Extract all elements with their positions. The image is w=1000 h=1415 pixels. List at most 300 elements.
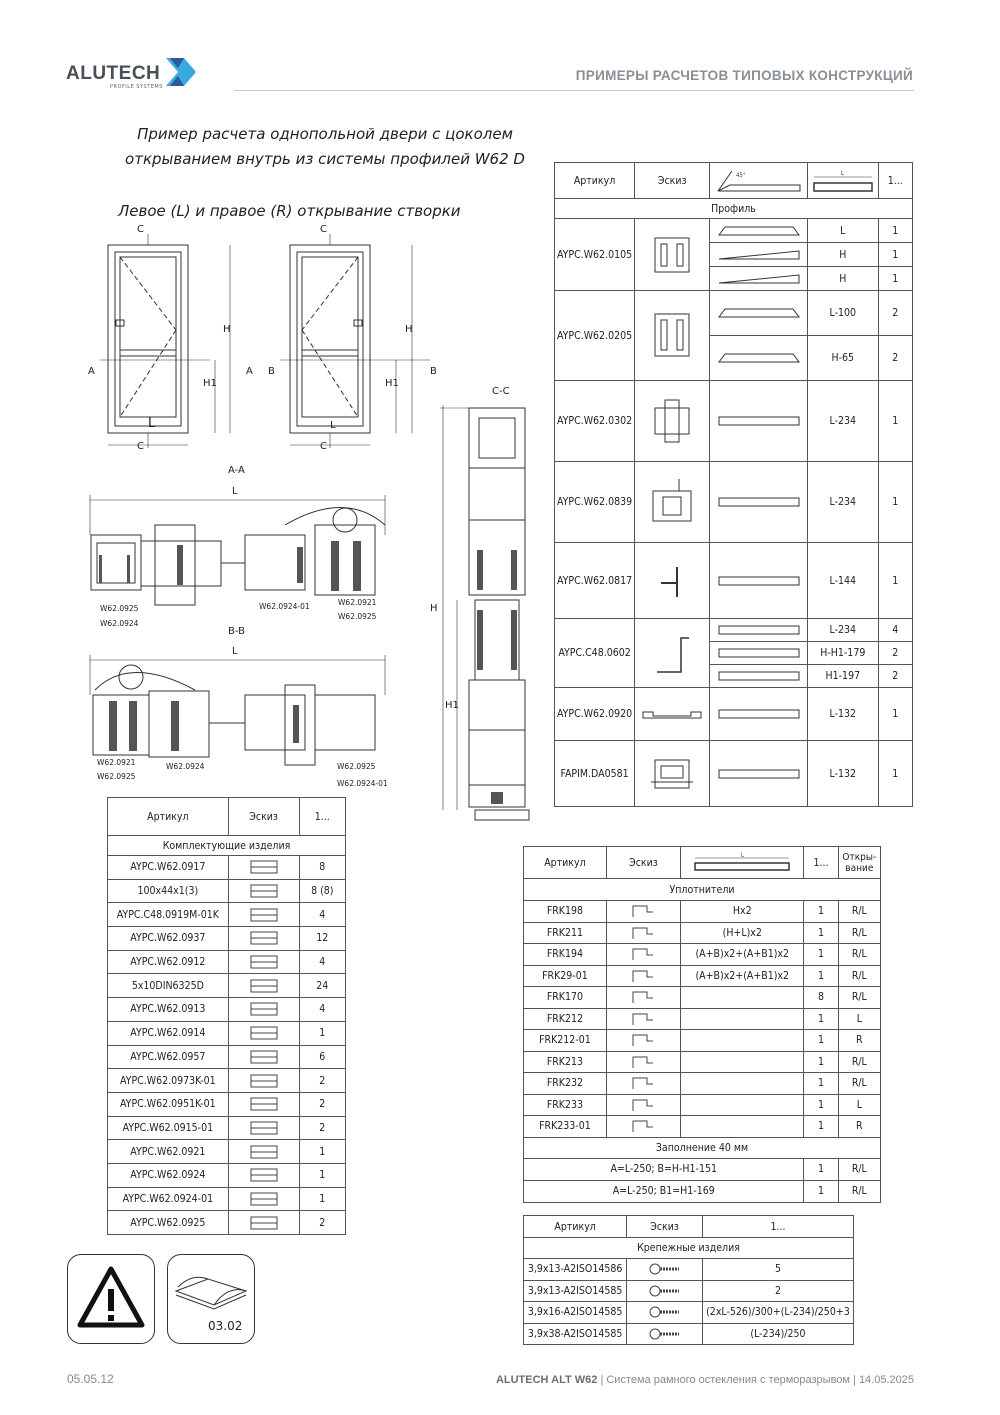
seals-section-title: Уплотнители [524,879,881,901]
seal-row [524,922,881,944]
profile-line-qty: 1 [878,267,912,291]
fastener-article: 3,9x16-A2ISO14585 [524,1302,627,1324]
fasteners-header-sketch: Эскиз [627,1216,703,1238]
seal-qty: 1 [804,901,838,923]
component-sketch [228,1163,299,1187]
seal-sketch [606,1008,680,1030]
profile-line-size: H1-197 [808,665,879,688]
profile-section-icon [647,396,697,446]
callout-w62-0924-01-aa: W62.0924-01 [259,602,310,611]
fastener-row [524,1259,854,1281]
profile-line-size: L-144 [808,543,879,619]
seal-sketch [606,1116,680,1138]
callout-w62-0921-bb: W62.0921 [97,758,136,767]
footer-brand: ALUTECH ALT W62 [495,1374,598,1386]
warning-icon-box [67,1254,155,1344]
profile-line-sketch [710,741,808,807]
component-qty: 4 [299,998,345,1022]
components-header-sketch: Эскиз [228,798,299,836]
profile-row-sketch [635,219,710,291]
seal-sketch [606,1030,680,1052]
section-cc-label: C-C [492,386,510,397]
profile-header-len: L [840,169,844,177]
seal-sketch [606,965,680,987]
component-sketch [228,998,299,1022]
seal-formula: (A+B)x2+(A+B1)x2 [681,965,804,987]
fastener-qty: (2xL-526)/300+(L-234)/250+3 [702,1302,853,1324]
seals-table [523,846,881,1203]
component-sketch [228,974,299,998]
seal-row [524,901,881,923]
profile-line-size: H-65 [808,336,879,381]
seal-sketch [606,987,680,1009]
component-qty: 6 [299,1045,345,1069]
part-icon [239,882,289,900]
component-row [108,1045,346,1069]
header-divider [234,90,914,91]
component-article: AYPC.W62.0912 [108,950,229,974]
profile-row-article: AYPC.C48.0602 [555,619,635,688]
fastener-sketch [627,1323,703,1345]
component-qty: 8 [299,856,345,880]
profile-row-sketch [635,688,710,741]
fastener-article: 3,9x13-A2ISO14585 [524,1280,627,1302]
seal-qty: 1 [804,1094,838,1116]
component-qty: 4 [299,950,345,974]
straight-cut-icon [811,167,875,195]
profile-section-title: Профиль [555,199,913,219]
component-row [108,927,346,951]
profile-row-sketch [635,291,710,381]
seal-sketch [606,1073,680,1095]
component-sketch [228,1140,299,1164]
profile-line-qty: 1 [878,688,912,741]
screw-icon [645,1326,685,1342]
seal-article: FRK212 [524,1008,607,1030]
profile-row-article: AYPC.W62.0302 [555,381,635,462]
part-icon [239,1000,289,1018]
seal-open: L [838,1008,880,1030]
screw-icon [645,1304,685,1320]
seal-profile-icon [623,988,663,1006]
footer-description: | Система рамного остекления с терморазрывом | 14.05.2025 [597,1374,914,1386]
logo-subtitle: PROFILE SYSTEMS [110,84,163,90]
seal-qty: 1 [804,944,838,966]
component-row [108,879,346,903]
part-icon [239,1190,289,1208]
fill-row-formula: A=L-250; B1=H1-169 [524,1180,804,1202]
seal-qty: 1 [804,1116,838,1138]
profile-line-size: H-H1-179 [808,642,879,665]
screw-icon [645,1261,685,1277]
profile-row-sketch [635,462,710,543]
fastener-article: 3,9x38-A2ISO14585 [524,1323,627,1345]
components-section-title: Комплектующие изделия [108,836,346,856]
seals-header-length-sketch [681,847,804,879]
component-article: AYPC.W62.0915-01 [108,1116,229,1140]
seal-profile-icon [623,967,663,985]
component-sketch [228,1187,299,1211]
screw-icon [645,1283,685,1299]
header-title: ПРИМЕРЫ РАСЧЕТОВ ТИПОВЫХ КОНСТРУКЦИЙ [575,68,913,83]
section-mark-b-left: B [268,366,275,377]
component-qty: 1 [299,1140,345,1164]
profile-line-qty: 2 [878,642,912,665]
door-elevations-drawing [80,220,450,460]
profile-section-icon [647,628,697,678]
component-sketch [228,1116,299,1140]
straight-bar-icon [715,495,803,509]
seal-open: R/L [838,1073,880,1095]
dimension-h1-right: H1 [385,378,399,389]
component-row [108,1211,346,1235]
profile-line-size: L [808,219,879,243]
profile-line-sketch [710,665,808,688]
fill-row-qty: 1 [804,1158,838,1180]
component-row [108,903,346,927]
profile-section-icon [647,230,697,280]
straight-bar-icon [715,623,803,637]
profile-line-sketch [710,462,808,543]
component-article: AYPC.W62.0925 [108,1211,229,1235]
seal-article: FRK212-01 [524,1030,607,1052]
footer-info [496,1374,914,1386]
seal-profile-icon [623,902,663,920]
seal-profile-icon [623,1096,663,1114]
seal-qty: 1 [804,1073,838,1095]
seal-qty: 1 [804,1030,838,1052]
seal-sketch [606,1094,680,1116]
profile-section-icon [639,704,705,724]
profile-line-sketch [710,688,808,741]
seal-qty: 1 [804,1051,838,1073]
seal-article: FRK198 [524,901,607,923]
fill-row-open: R/L [838,1180,880,1202]
seal-article: FRK233 [524,1094,607,1116]
seal-profile-icon [623,1010,663,1028]
dimension-l-right: L [330,420,336,431]
page-title-line2: открыванием внутрь из системы профилей W62 D [125,150,525,168]
seal-profile-icon [623,1031,663,1049]
profile-line-qty: 1 [878,462,912,543]
component-row [108,998,346,1022]
profile-line-sketch [710,543,808,619]
seal-row [524,1073,881,1095]
callout-w62-0924-aa: W62.0924 [100,619,139,628]
component-article: AYPC.C48.0919M-01K [108,903,229,927]
component-article: 5x10DIN6325D [108,974,229,998]
dimension-h-right: H [405,324,413,335]
straight-bar-icon [715,669,803,683]
component-row [108,950,346,974]
seal-sketch [606,944,680,966]
fastener-sketch [627,1280,703,1302]
component-sketch [228,1211,299,1235]
seals-header-article: Артикул [524,847,607,879]
profile-header-length-sketch [808,163,879,199]
component-sketch [228,1069,299,1093]
profile-line-sketch [710,642,808,665]
profile-line-sketch [710,619,808,642]
seal-row [524,965,881,987]
fastener-qty: 5 [702,1259,853,1281]
components-header-article: Артикул [108,798,229,836]
seal-open: R [838,1030,880,1052]
fill-section-title: Заполнение 40 мм [524,1137,881,1158]
section-bb-dimension-l: L [232,646,238,657]
profile-line-sketch [710,267,808,291]
part-icon [239,1095,289,1113]
seal-formula: Hx2 [681,901,804,923]
profile-section-icon [647,561,697,601]
seal-formula [681,1051,804,1073]
section-mark-a-left: A [88,366,95,377]
seal-open: R/L [838,965,880,987]
seal-formula [681,1030,804,1052]
component-article: AYPC.W62.0921 [108,1140,229,1164]
seal-sketch [606,922,680,944]
seal-row [524,1051,881,1073]
seal-article: FRK29-01 [524,965,607,987]
profile-line-qty: 1 [878,243,912,267]
component-row [108,1021,346,1045]
logo-text: ALUTECH [66,63,161,84]
profile-line-qty: 1 [878,543,912,619]
component-qty: 1 [299,1187,345,1211]
profile-line-size: H [808,243,879,267]
fastener-sketch [627,1302,703,1324]
seal-formula [681,1073,804,1095]
dimension-h-left: H [223,324,231,335]
fastener-row [524,1302,854,1324]
component-sketch [228,903,299,927]
profile-row-sketch [635,619,710,688]
seal-article: FRK170 [524,987,607,1009]
component-article: AYPC.W62.0924 [108,1163,229,1187]
component-article: AYPC.W62.0914 [108,1021,229,1045]
profile-line-qty: 4 [878,619,912,642]
seal-open: R/L [838,922,880,944]
seal-article: FRK232 [524,1073,607,1095]
component-article: AYPC.W62.0913 [108,998,229,1022]
fastener-row [524,1280,854,1302]
page-title-line1: Пример расчета однопольной двери с цоколем [137,125,513,143]
warning-icon [68,1255,154,1343]
component-row [108,974,346,998]
section-aa-dimension-l: L [232,486,238,497]
footer-code: 05.05.12 [67,1372,114,1386]
straight-cut-icon [687,851,797,875]
profile-section-icon [647,475,697,530]
seal-open: R/L [838,987,880,1009]
section-mark-a-right: A [246,366,253,377]
section-mark-c-top-right: C [320,224,327,235]
component-row [108,1092,346,1116]
component-qty: 4 [299,903,345,927]
profile-row-article: FAPIM.DA0581 [555,741,635,807]
part-icon [239,929,289,947]
profile-header-angle: 45° [735,171,746,179]
miter-cut-icon [714,167,804,195]
profile-line-qty: 2 [878,665,912,688]
miter-bar-icon [715,272,803,286]
part-icon [239,1072,289,1090]
component-qty: 2 [299,1116,345,1140]
seal-row [524,1030,881,1052]
part-icon [239,1143,289,1161]
fasteners-header-qty: 1... [702,1216,853,1238]
profile-line-qty: 1 [878,381,912,462]
callout-w62-0924-01-bb: W62.0924-01 [337,779,388,788]
callout-w62-0925-bb-2: W62.0925 [337,762,376,771]
component-qty: 12 [299,927,345,951]
seal-profile-icon [623,1074,663,1092]
seal-formula [681,1008,804,1030]
profile-line-size: L-234 [808,462,879,543]
fasteners-section-title: Крепежные изделия [524,1238,854,1259]
component-row [108,856,346,880]
seal-row [524,1008,881,1030]
profile-table [554,162,913,807]
seals-header-len: L [741,851,745,859]
profile-line-sketch [710,219,808,243]
component-article: AYPC.W62.0973K-01 [108,1069,229,1093]
profile-line-qty: 1 [878,219,912,243]
seal-open: L [838,1094,880,1116]
part-icon [239,1024,289,1042]
callout-w62-0924-bb: W62.0924 [166,762,205,771]
profile-row-sketch [635,381,710,462]
dimension-l-left: L [148,416,156,431]
callout-w62-0925-aa: W62.0925 [100,604,139,613]
profile-header-angle-sketch [710,163,808,199]
component-article: AYPC.W62.0917 [108,856,229,880]
seal-formula [681,1094,804,1116]
part-icon [239,1214,289,1232]
section-mark-c-bottom-right: C [320,441,327,452]
fastener-article: 3,9x13-A2ISO14586 [524,1259,627,1281]
profile-line-size: L-132 [808,688,879,741]
fasteners-header-article: Артикул [524,1216,627,1238]
book-icon [168,1255,254,1315]
component-sketch [228,1045,299,1069]
straight-bar-icon [715,646,803,660]
seal-article: FRK213 [524,1051,607,1073]
seal-qty: 1 [804,965,838,987]
reference-code: 03.02 [208,1319,243,1333]
component-row [108,1187,346,1211]
miter-bar-icon [715,224,803,238]
seal-article: FRK194 [524,944,607,966]
seal-formula [681,987,804,1009]
section-cc-drawing [435,400,535,822]
profile-header-qty: 1... [878,163,912,199]
component-article: AYPC.W62.0957 [108,1045,229,1069]
straight-bar-icon [715,574,803,588]
component-qty: 1 [299,1021,345,1045]
seal-qty: 1 [804,1008,838,1030]
section-mark-c-bottom-left: C [137,441,144,452]
straight-bar-icon [715,414,803,428]
seals-header-open: Откры-вание [838,847,880,879]
fasteners-table [523,1215,854,1345]
miter-bar-icon [715,351,803,365]
profile-line-sketch [710,291,808,336]
drawing-subtitle: Левое (L) и правое (R) открывание створки [118,202,461,220]
seal-profile-icon [623,1053,663,1071]
component-sketch [228,879,299,903]
fastener-sketch [627,1259,703,1281]
part-icon [239,1119,289,1137]
callout-w62-0921-aa: W62.0921 [338,598,377,607]
profile-line-qty: 2 [878,336,912,381]
section-cc-dimension-h1: H1 [445,700,459,711]
part-icon [239,1166,289,1184]
component-article: AYPC.W62.0924-01 [108,1187,229,1211]
seal-open: R/L [838,1051,880,1073]
component-qty: 24 [299,974,345,998]
fill-row-qty: 1 [804,1180,838,1202]
profile-section-icon [647,752,697,796]
profile-header-article: Артикул [555,163,635,199]
component-sketch [228,1021,299,1045]
callout-w62-0925-aa-2: W62.0925 [338,612,377,621]
seal-row [524,1116,881,1138]
component-row [108,1163,346,1187]
seal-qty: 1 [804,922,838,944]
seal-qty: 8 [804,987,838,1009]
seal-profile-icon [623,945,663,963]
component-sketch [228,1092,299,1116]
fastener-qty: 2 [702,1280,853,1302]
part-icon [239,977,289,995]
component-sketch [228,950,299,974]
profile-line-size: L-234 [808,381,879,462]
straight-bar-icon [715,707,803,721]
seal-sketch [606,1051,680,1073]
seal-open: R/L [838,901,880,923]
seal-open: R [838,1116,880,1138]
profile-row-article: AYPC.W62.0839 [555,462,635,543]
profile-row-sketch [635,741,710,807]
profile-row-article: AYPC.W62.0105 [555,219,635,291]
component-qty: 2 [299,1211,345,1235]
profile-line-qty: 2 [878,291,912,336]
seal-row [524,944,881,966]
component-qty: 2 [299,1069,345,1093]
profile-line-sketch [710,336,808,381]
section-cc-dimension-h: H [430,603,438,614]
part-icon [239,1048,289,1066]
fill-row-open: R/L [838,1158,880,1180]
section-mark-c-top-left: C [137,224,144,235]
profile-header-sketch: Эскиз [635,163,710,199]
components-header-qty: 1... [299,798,345,836]
profile-line-size: L-132 [808,741,879,807]
seal-formula: (H+L)x2 [681,922,804,944]
component-article: 100x44x1(3) [108,879,229,903]
dimension-h1-left: H1 [203,378,217,389]
miter-bar-icon [715,306,803,320]
seal-formula: (A+B)x2+(A+B1)x2 [681,944,804,966]
section-bb-label: B-B [228,626,245,637]
component-qty: 1 [299,1163,345,1187]
seal-profile-icon [623,924,663,942]
seals-header-sketch: Эскиз [606,847,680,879]
component-row [108,1116,346,1140]
profile-row-article: AYPC.W62.0205 [555,291,635,381]
component-qty: 8 (8) [299,879,345,903]
